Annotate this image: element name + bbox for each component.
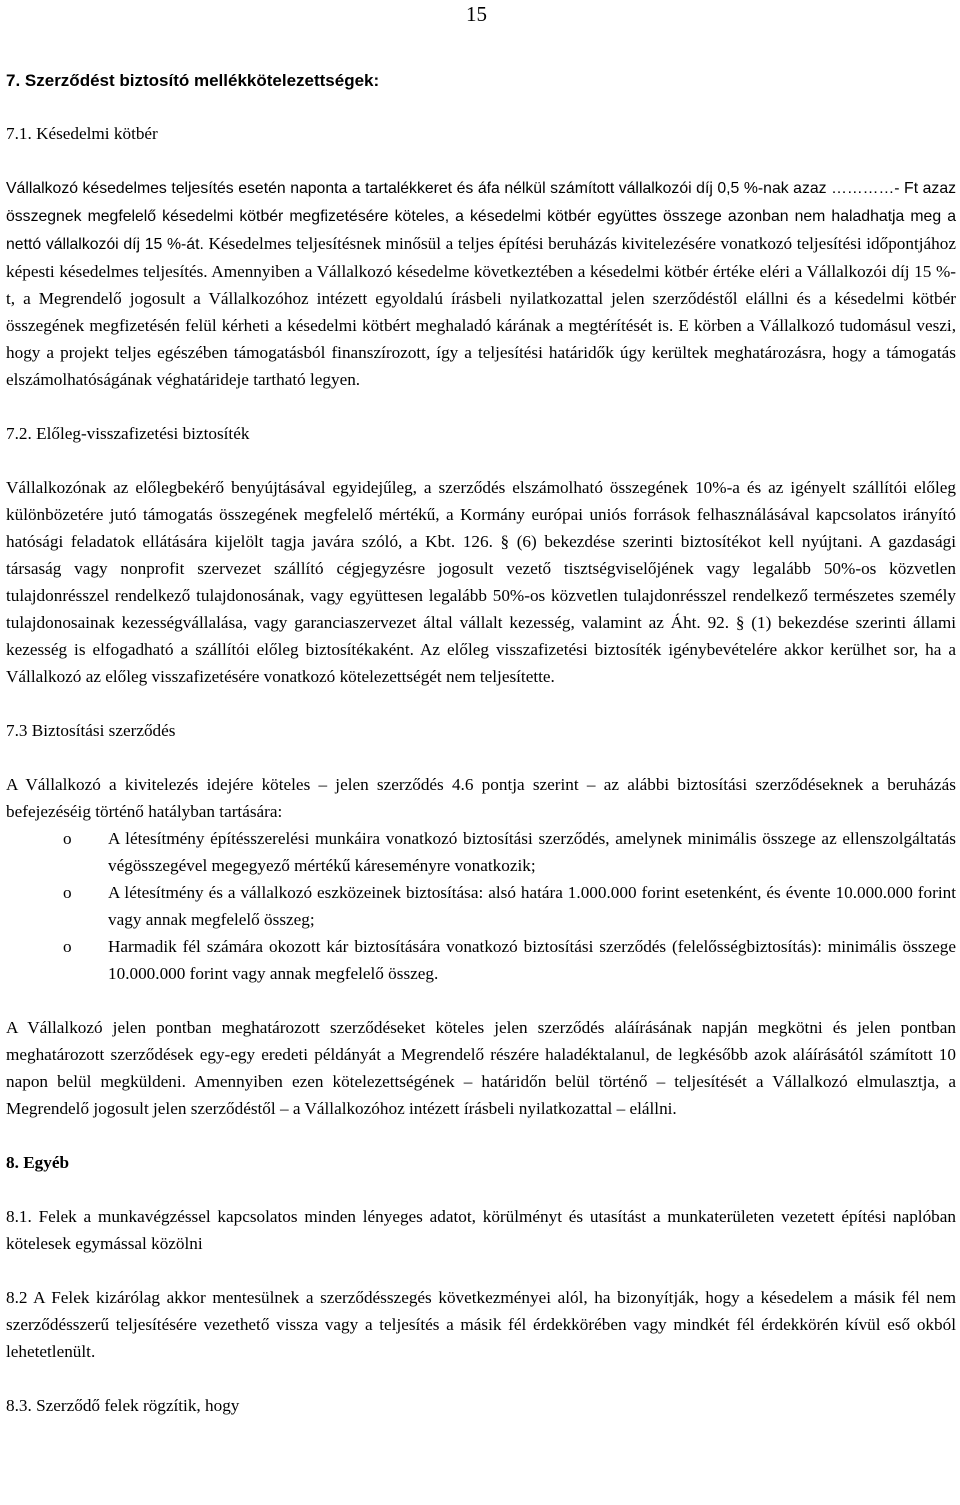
list-item-text: A létesítmény és a vállalkozó eszközeinek biztosítása: alsó határa 1.000.000 forint esetenként, és évente 10.000.000 forint vagy annak megfelelő összeg;: [108, 883, 956, 929]
section-8-2-paragraph: 8.2 A Felek kizárólag akkor mentesülnek a szerződésszegés következményei alól, ha bizonyítják, hogy a késedelem a másik fél nem szerződésszerű teljesítésére vezethető vissza vagy a teljesítés a másik fél érdekkörében vagy mindkét fél érdekkörén kívül eső okból lehetetlenült.: [6, 1288, 956, 1361]
section-7-1-paragraph: [6, 174, 956, 393]
section-7-heading: 7. Szerződést biztosító mellékkötelezettségek:: [6, 71, 380, 90]
section-8-heading: 8. Egyéb: [6, 1153, 70, 1172]
page-number: 15: [466, 2, 487, 26]
section-7-1-heading: 7.1. Késedelmi kötbér: [6, 124, 158, 143]
section-7-1-paragraph-part1: Vállalkozó késedelmes teljesítés esetén naponta a tartalékkeret és áfa nélkül számított vállalkozói díj 0,5 %-nak azaz …………- Ft azaz összegnek megfelelő késedelmi kötbér megfizetésére köteles, a késedelmi kötbér együttes összege azonban nem haladhatja meg a nettó vállalkozói díj 15 %-át.: [6, 180, 956, 253]
insurance-list: [6, 825, 956, 987]
list-item-text: A létesítmény építésszerelési munkáira vonatkozó biztosítási szerződés, amelynek minimális összege az ellenszolgáltatás végösszegével megegyező mértékű káreseményre vonatkozik;: [108, 829, 956, 875]
section-7-3-paragraph: A Vállalkozó jelen pontban meghatározott szerződéseket köteles jelen szerződés aláírásának napján megkötni és jelen pontban meghatározott szerződések egy-egy eredeti példányát a Megrendelő részére haladéktalanul, de legkésőbb azok aláírásától számított 10 napon belül megküldeni. Amennyiben ezen kötelezettségének – határidőn belül történő – teljesítését a Vállalkozó elmulasztja, a Megrendelő jogosult jelen szerződéstől – a Vállalkozóhoz intézett írásbeli nyilatkozattal – elállni.: [6, 1018, 956, 1118]
list-item: [6, 933, 956, 987]
section-7-3-heading: 7.3 Biztosítási szerződés: [6, 721, 176, 740]
section-7-2-paragraph: Vállalkozónak az előlegbekérő benyújtásával egyidejűleg, a szerződés elszámolható összegének 10%-a és az igényelt szállítói előleg különbözetére jutó támogatás összegének megfelelő mértékű, a Kormány európai uniós források felhasználásával kapcsolatos irányító hatósági feladatok ellátására kijelölt tagja javára szóló, a Kbt. 126. § (6) bekezdése szerinti biztosítékot kell nyújtani. A gazdasági társaság vagy nonprofit szervezet szállító cégjegyzésre jogosult vezető tisztségviselőjének vagy legalább 50%-os közvetlen tulajdonrésszel rendelkező tulajdonosának, vagy együttesen legalább 50%-os közvetlen tulajdonrésszel rendelkező természetes személy tulajdonosainak kezességvállalása, vagy garanciaszervezet által vállalt kezesség, valamint az Áht. 92. § (1) bekezdése szerinti állami kezesség is elfogadható a szállítói előleg biztosítékaként. Az előleg visszafizetési biztosíték igénybevételére akkor kerülhet sor, ha a Vállalkozó az előleg visszafizetésére vonatkozó kötelezettségét nem teljesítette.: [6, 478, 956, 686]
section-7-2-heading: 7.2. Előleg-visszafizetési biztosíték: [6, 424, 250, 443]
list-item: [6, 879, 956, 933]
bullet-marker: o: [63, 937, 72, 956]
section-7-1-paragraph-part2: Késedelmes teljesítésnek minősül a teljes építési beruházás kivitelezésére vonatkozó teljesítési időpontjához képesti késedelmes teljesítés. Amennyiben a Vállalkozó késedelme következtében a késedelmi kötbér értéke eléri a Vállalkozói díj 15 %-t, a Megrendelő jogosult a Vállalkozóhoz intézett egyoldalú írásbeli nyilatkozattal jelen szerződéstől elállni és a késedelmi kötbér összegének megfizetésén felül kérheti a késedelmi kötbért meghaladó kárának a megtérítését is. E körben a Vállalkozó tudomásul veszi, hogy a projekt teljes egészében támogatásból finanszírozott, így a teljesítési határidők úgy kerültek meghatározásra, hogy a támogatás elszámolhatóságának véghatárideje tartható legyen.: [6, 234, 956, 389]
bullet-marker: o: [63, 829, 72, 848]
list-item: [6, 825, 956, 879]
section-8-1-paragraph: 8.1. Felek a munkavégzéssel kapcsolatos minden lényeges adatot, körülményt és utasítást a munkaterületen vezetett építési naplóban kötelesek egymással közölni: [6, 1207, 956, 1253]
document-body: [6, 67, 956, 1419]
bullet-marker: o: [63, 883, 72, 902]
section-8-3-paragraph: 8.3. Szerződő felek rögzítik, hogy: [6, 1396, 240, 1415]
list-item-text: Harmadik fél számára okozott kár biztosítására vonatkozó biztosítási szerződés (felelősségbiztosítás): minimális összege 10.000.000 forint vagy annak megfelelő összeg.: [108, 937, 956, 983]
section-7-3-intro: A Vállalkozó a kivitelezés idejére köteles – jelen szerződés 4.6 pontja szerint – az alábbi biztosítási szerződéseknek a beruházás befejezéséig történő hatályban tartására:: [6, 775, 956, 821]
